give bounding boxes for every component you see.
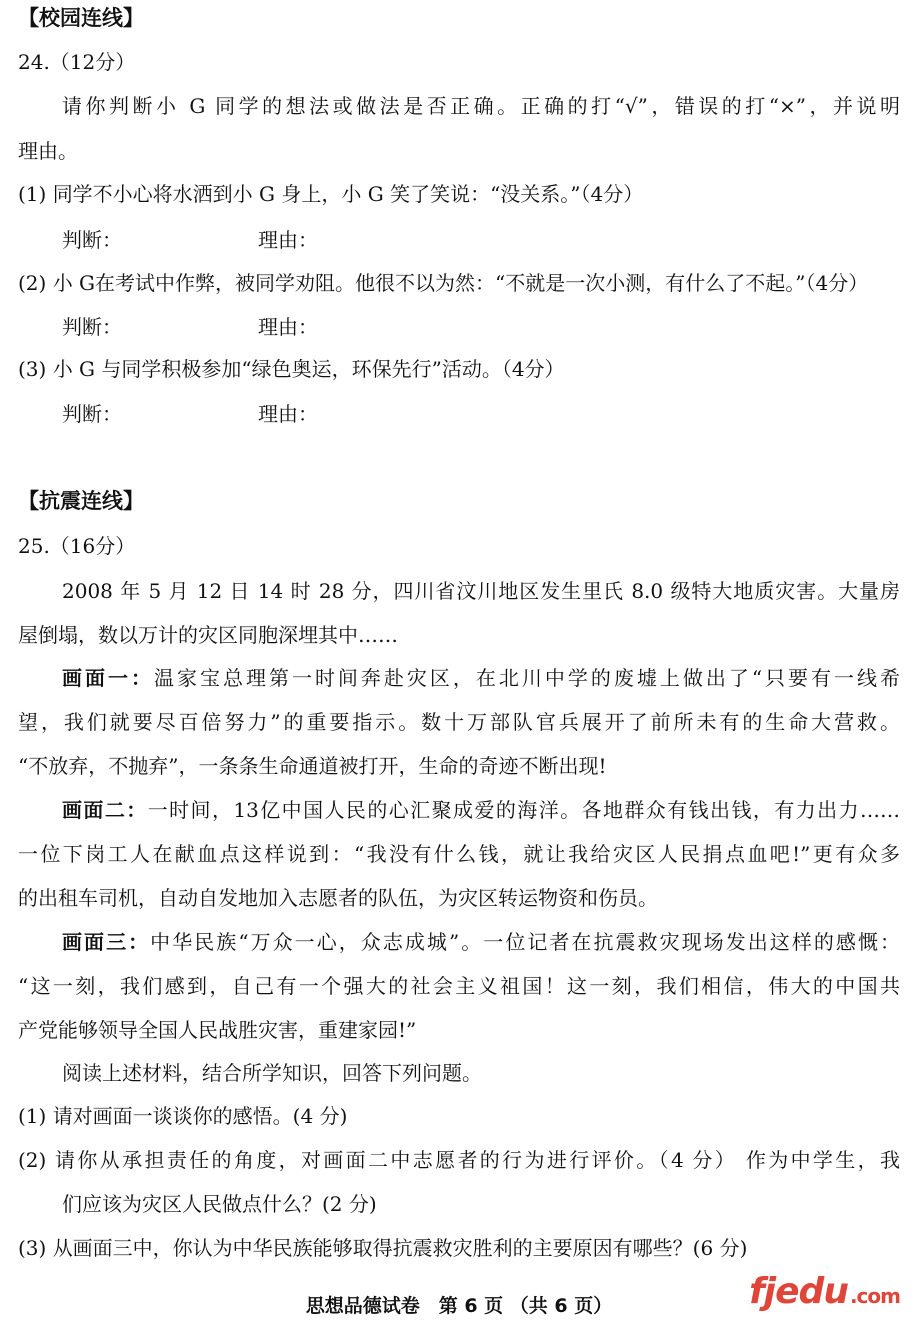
scene2-line-2: 一位下岗工人在献血点这样说到：“我没有什么钱，就让我给灾区人民捐点血吧!”更有众多 — [18, 842, 900, 866]
scene3-label: 画面三： — [62, 930, 151, 954]
judge-label-3: 判断： — [62, 402, 122, 426]
watermark-suffix: .com — [849, 1284, 900, 1308]
scene1-line-3: “不放弃，不抛弃”，一条条生命通道被打开，生命的奇迹不断出现! — [18, 754, 607, 778]
reason-label-3: 理由： — [258, 402, 318, 426]
question-24-number: 24.（12分） — [18, 50, 136, 74]
question-25-2-cont: 们应该为灾区人民做点什么？(2 分) — [62, 1192, 377, 1216]
question-24-item-3: (3) 小 G 与同学积极参加“绿色奥运，环保先行”活动。（4分） — [18, 357, 565, 381]
section-header-campus: 【校园连线】 — [18, 6, 144, 30]
instruction: 阅读上述材料，结合所学知识，回答下列问题。 — [62, 1061, 482, 1085]
question-24-item-2: (2) 小 G在考试中作弊，被同学劝阻。他很不以为然：“不就是一次小测，有什么了不起。”（4分） — [18, 271, 869, 295]
judge-label-2: 判断： — [62, 315, 122, 339]
scene3-line-1 — [62, 928, 900, 956]
question-25-1: (1) 请对画面一谈谈你的感悟。(4 分) — [18, 1104, 348, 1128]
scene1-line-2: 望，我们就要尽百倍努力”的重要指示。数十万部队官兵展开了前所未有的生命大营救。 — [18, 710, 900, 734]
site-watermark-logo — [749, 1268, 900, 1316]
watermark-main: fjedu — [749, 1271, 848, 1312]
reason-label-2: 理由： — [258, 315, 318, 339]
page-footer: 思想品德试卷 第 6 页 （共 6 页） — [305, 1295, 613, 1317]
scene3-text-1: 中华民族“万众一心，众志成城”。一位记者在抗震救灾现场发出这样的感慨： — [150, 930, 901, 954]
section-header-earthquake: 【抗震连线】 — [18, 489, 144, 513]
scene3-line-3: 产党能够领导全国人民战胜灾害，重建家园!” — [18, 1018, 417, 1042]
scene1-label: 画面一： — [62, 666, 154, 690]
reason-label-1: 理由： — [258, 228, 318, 252]
question-24-item-1: (1) 同学不小心将水洒到小 G 身上，小 G 笑了笑说：“没关系。”（4分） — [18, 182, 644, 206]
question-25-3: (3) 从画面三中，你认为中华民族能够取得抗震救灾胜利的主要原因有哪些？(6 分) — [18, 1236, 748, 1260]
scene1-line-1 — [62, 664, 900, 692]
scene2-line-3: 的出租车司机，自动自发地加入志愿者的队伍，为灾区转运物资和伤员。 — [18, 886, 658, 910]
scene2-line-1 — [62, 796, 900, 824]
scene1-text-1: 温家宝总理第一时间奔赴灾区，在北川中学的废墟上做出了“只要有一线希 — [153, 666, 901, 690]
question-24-intro: 请你判断小 G 同学的想法或做法是否正确。正确的打“√”，错误的打“×”，并说明 — [62, 94, 900, 118]
scene2-label: 画面二： — [62, 798, 148, 822]
scene2-text-1: 一时间，13亿中国人民的心汇聚成爱的海洋。各地群众有钱出钱，有力出力…… — [147, 798, 901, 822]
judge-label-1: 判断： — [62, 228, 122, 252]
para0-line-1: 2008 年 5 月 12 日 14 时 28 分，四川省汶川地区发生里氏 8.0 级特大地质灾害。大量房 — [62, 579, 900, 603]
question-25-2: (2) 请你从承担责任的角度，对画面二中志愿者的行为进行评价。（4 分） 作为中学生，我 — [18, 1148, 900, 1172]
question-25-number: 25.（16分） — [18, 534, 136, 558]
para0-line-2: 屋倒塌，数以万计的灾区同胞深埋其中…… — [18, 623, 398, 647]
scene3-line-2: “这一刻，我们感到，自己有一个强大的社会主义祖国！这一刻，我们相信，伟大的中国共 — [18, 974, 900, 998]
question-24-intro-cont: 理由。 — [18, 139, 78, 163]
